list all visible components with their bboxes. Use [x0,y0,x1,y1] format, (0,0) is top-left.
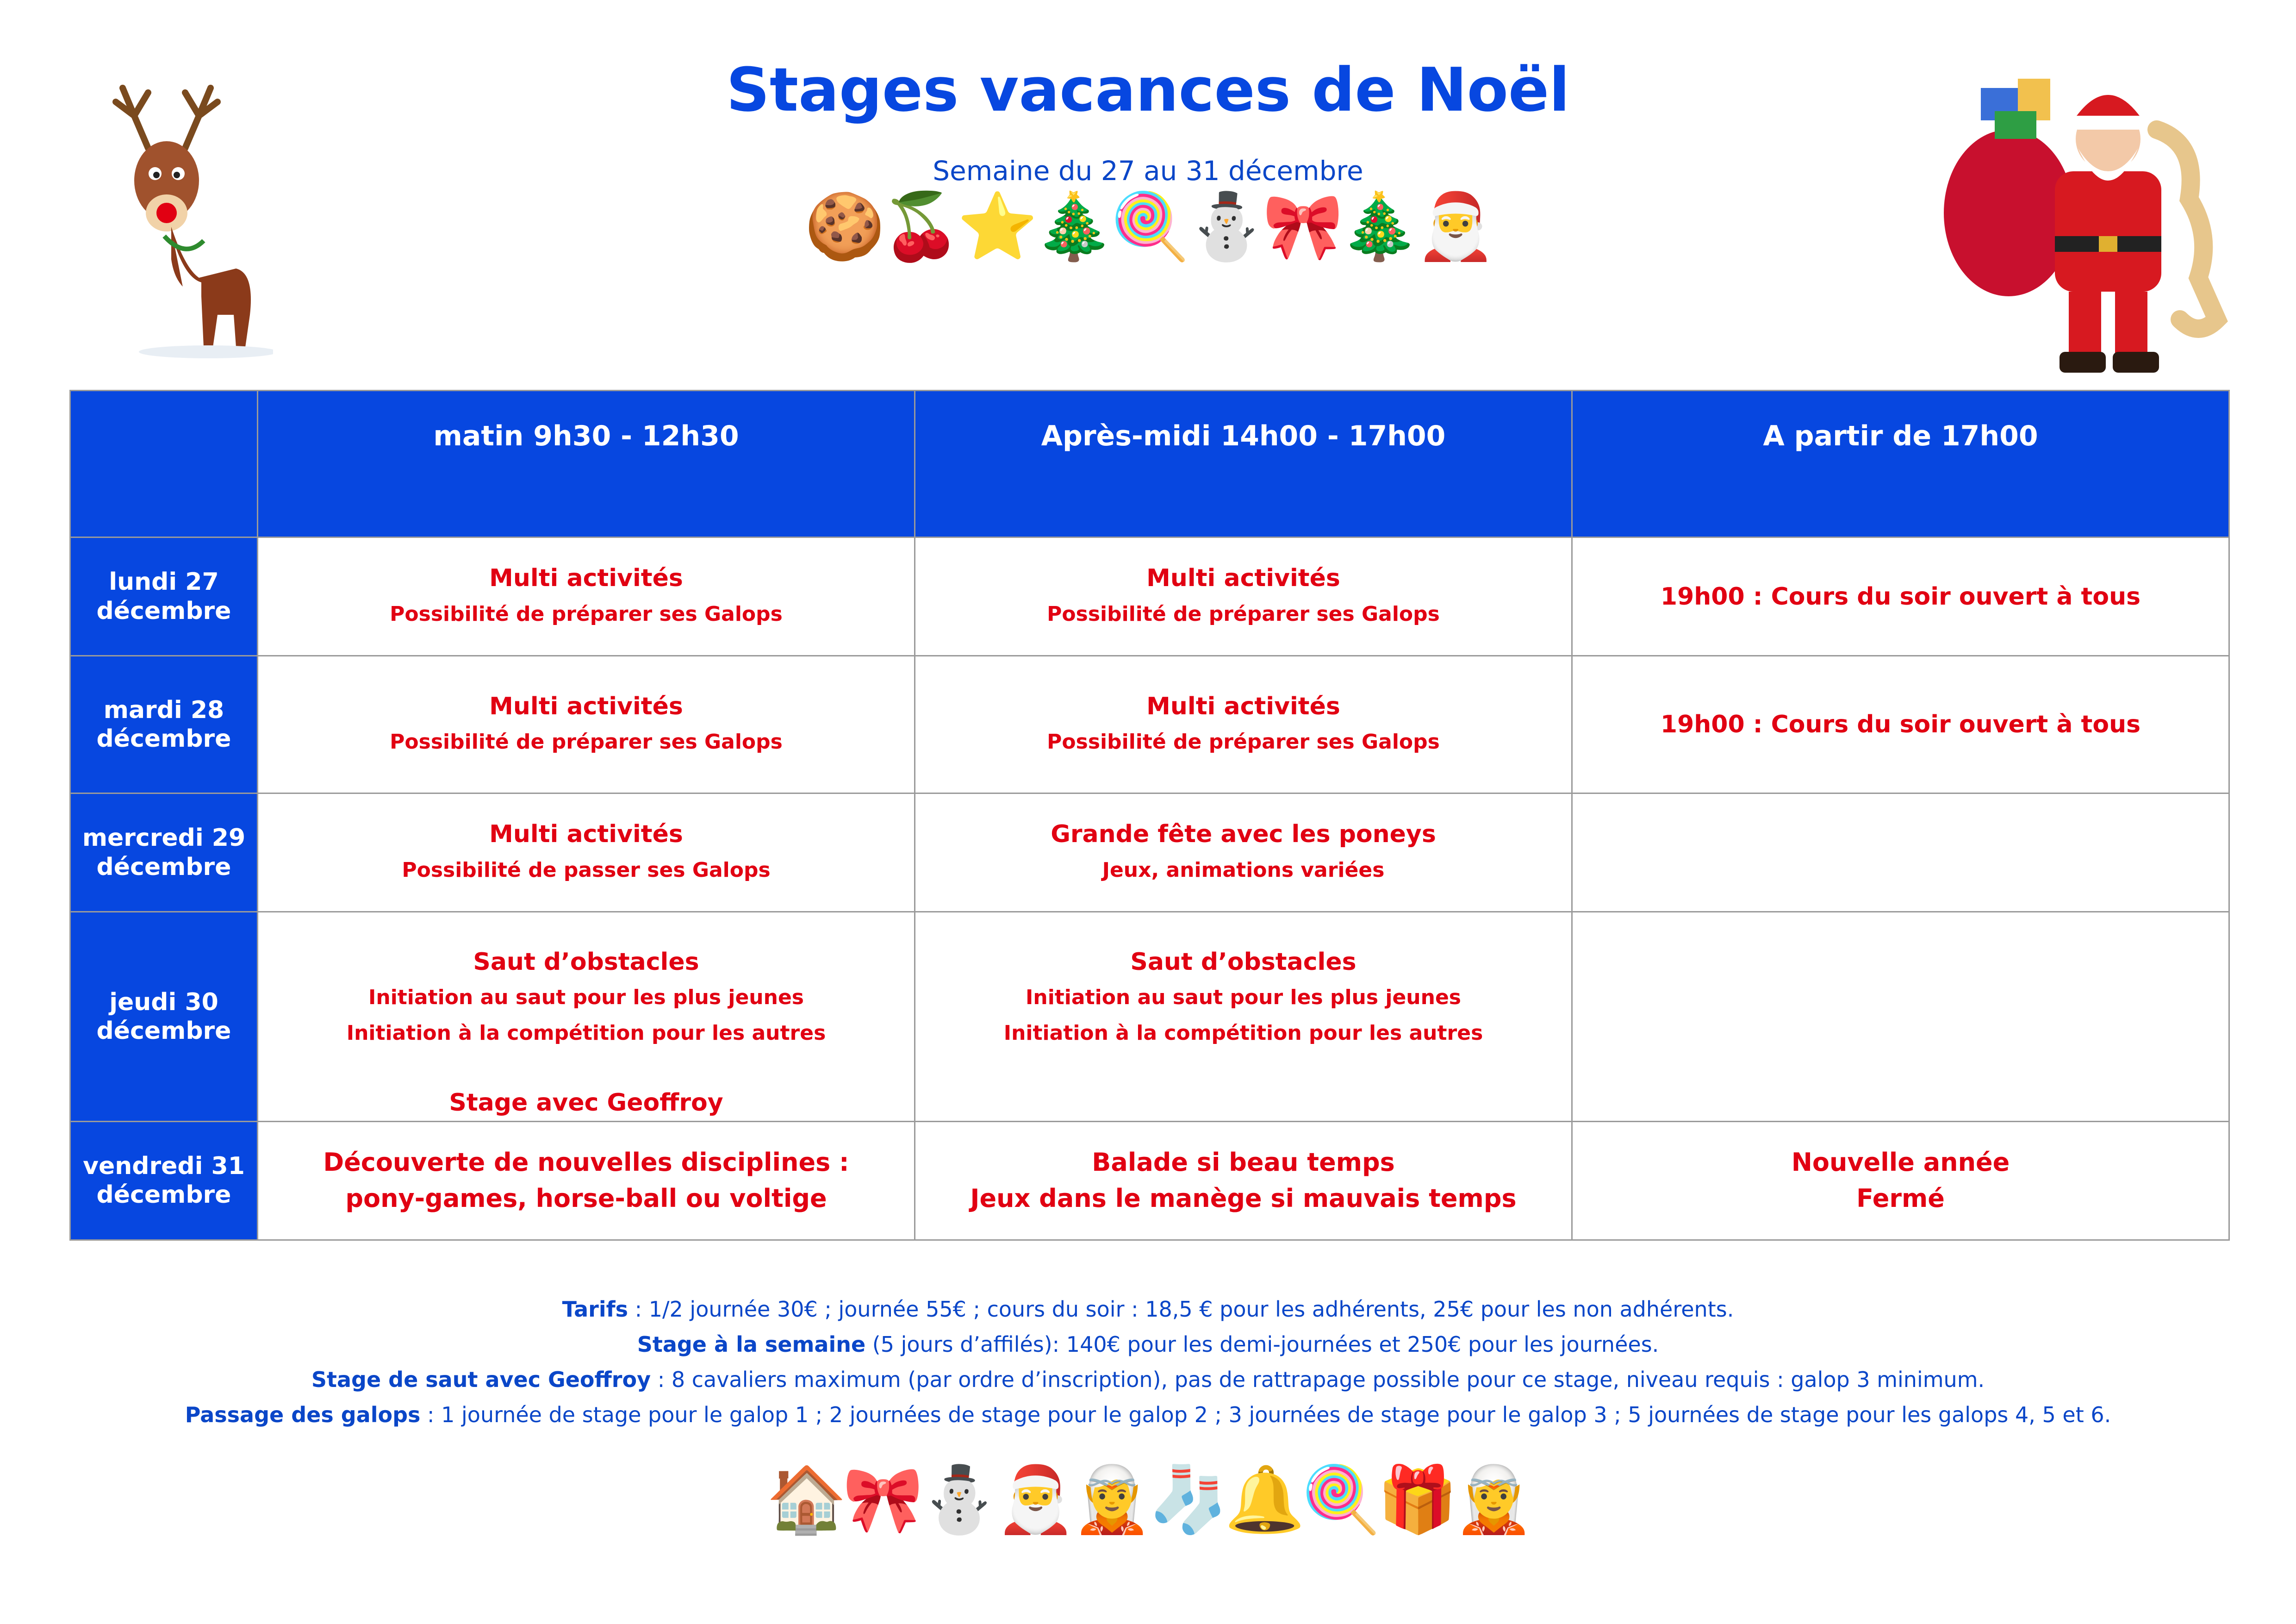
activity-title: Multi activités [489,820,683,849]
note-label: Stage à la semaine [637,1332,866,1357]
activity-detail: Possibilité de préparer ses Galops [1047,602,1440,626]
evening-activity: 19h00 : Cours du soir ouvert à tous [1660,582,2141,611]
activity-detail: Initiation au saut pour les plus jeunes [1026,986,1461,1010]
elf-icon: 🧝 [1071,1462,1156,1537]
evening-line: Fermé [1856,1184,1945,1213]
activity-title: Grande fête avec les poneys [1051,820,1436,849]
decor-bottom-row [0,1462,2296,1537]
gingerbread-house-icon: 🏠 [766,1462,851,1537]
candy-cane-icon: 🍭 [1300,1462,1385,1537]
note-text: : 8 cavaliers maximum (par ordre d’inscription), pas de rattrapage possible pour ce stage, niveau requis : galop 3 minimum. [651,1367,1985,1392]
note-line [0,1362,2296,1397]
day-cell [70,1121,258,1240]
day-cell [70,656,258,793]
activity-line: Jeux dans le manège si mauvais temps [970,1184,1517,1213]
santa-icon: 🎅 [995,1462,1080,1537]
header-evening: A partir de 17h00 [1572,391,2229,537]
morning-cell [258,537,915,656]
day-cell [70,912,258,1122]
day-month: décembre [96,1017,231,1045]
day-month: décembre [96,853,231,881]
note-line [0,1397,2296,1432]
activity-line: Découverte de nouvelles disciplines : [323,1147,849,1177]
note-text: : 1 journée de stage pour le galop 1 ; 2 journées de stage pour le galop 2 ; 3 journées de stage pour le galop 3 ; 5 journées de stage pour les galops 4, 5 et 6. [420,1402,2111,1427]
note-text: (5 jours d’affilés): 140€ pour les demi-journées et 250€ pour les journées. [865,1332,1659,1357]
activity-title: Multi activités [489,564,683,593]
day-name: mercredi 29 [82,824,246,852]
bells-icon: 🔔 [1224,1462,1309,1537]
garland-icon: 🎀 [842,1462,927,1537]
activity-title: Saut d’obstacles [1130,948,1356,976]
table-row [70,656,2229,793]
note-text: : 1/2 journée 30€ ; journée 55€ ; cours du soir : 18,5 € pour les adhérents, 25€ pour les non adhérents. [628,1297,1734,1322]
afternoon-cell [915,537,1572,656]
snowman-icon: ⛄ [1186,189,1271,264]
evening-activity: 19h00 : Cours du soir ouvert à tous [1660,711,2141,738]
morning-cell [258,912,915,1122]
activity-detail: Initiation à la compétition pour les autres [1003,1021,1483,1045]
day-name: lundi 27 [109,568,219,596]
table-row [70,793,2229,912]
afternoon-cell [915,793,1572,912]
day-month: décembre [96,725,231,753]
evening-cell [1572,656,2229,793]
christmas-tree-icon: 🎄 [1339,189,1424,264]
afternoon-cell [915,912,1572,1122]
activity-detail: Possibilité de préparer ses Galops [390,730,783,754]
pricing-notes [0,1292,2296,1432]
note-line [0,1292,2296,1327]
day-cell [70,793,258,912]
page-subtitle: Semaine du 27 au 31 décembre [933,155,1363,187]
gingerbread-icon: 🍪 [804,189,889,264]
note-label: Stage de saut avec Geoffroy [311,1367,651,1392]
header-afternoon: Après-midi 14h00 - 17h00 [915,391,1572,537]
morning-cell [258,1121,915,1240]
stocking-icon: 🧦 [1148,1462,1232,1537]
header-morning: matin 9h30 - 12h30 [258,391,915,537]
activity-detail: Initiation au saut pour les plus jeunes [368,986,804,1010]
elf-face-icon: 🧝 [1453,1462,1538,1537]
snowman-icon: ⛄ [919,1462,1003,1537]
note-label: Tarifs [562,1297,628,1322]
page-title: Stages vacances de Noël [726,55,1570,125]
day-month: décembre [96,1181,231,1209]
activity-extra: Stage avec Geoffroy [449,1089,723,1117]
star-icon: ⭐ [957,189,1042,264]
schedule-table [69,390,2230,1241]
activity-detail: Jeux, animations variées [1102,858,1385,882]
day-name: mardi 28 [103,696,224,724]
day-month: décembre [96,597,231,625]
activity-title: Multi activités [1146,564,1340,593]
activity-line: pony-games, horse-ball ou voltige [345,1184,827,1213]
table-row [70,912,2229,1122]
evening-line: Nouvelle année [1791,1147,2010,1177]
candy-cane-icon: 🍭 [1110,189,1195,264]
activity-line: Balade si beau temps [1092,1147,1395,1177]
table-row [70,1121,2229,1240]
activity-title: Multi activités [489,692,683,720]
table-row [70,537,2229,656]
evening-cell [1572,793,2229,912]
note-line [0,1327,2296,1362]
note-label: Passage des galops [185,1402,421,1427]
santa-face-icon: 🎅 [1415,189,1500,264]
decor-top-row [0,189,2296,264]
activity-detail: Possibilité de préparer ses Galops [390,602,783,626]
morning-cell [258,656,915,793]
gift-icon: 🎁 [1377,1462,1462,1537]
activity-detail: Possibilité de préparer ses Galops [1047,730,1440,754]
activity-detail: Possibilité de passer ses Galops [402,858,771,882]
holly-icon: 🍒 [881,189,965,264]
table-header-row [70,391,2229,537]
day-name: jeudi 30 [109,988,218,1016]
activity-detail: Initiation à la compétition pour les autres [346,1021,826,1045]
activity-title: Saut d’obstacles [473,948,699,976]
day-cell [70,537,258,656]
afternoon-cell [915,1121,1572,1240]
day-name: vendredi 31 [83,1152,245,1180]
ornament-icon: 🎄 [1033,189,1118,264]
evening-cell [1572,537,2229,656]
activity-title: Multi activités [1146,692,1340,720]
evening-cell [1572,1121,2229,1240]
evening-cell [1572,912,2229,1122]
header-empty-cell [70,391,258,537]
bow-icon: 🎀 [1263,189,1347,264]
afternoon-cell [915,656,1572,793]
morning-cell [258,793,915,912]
